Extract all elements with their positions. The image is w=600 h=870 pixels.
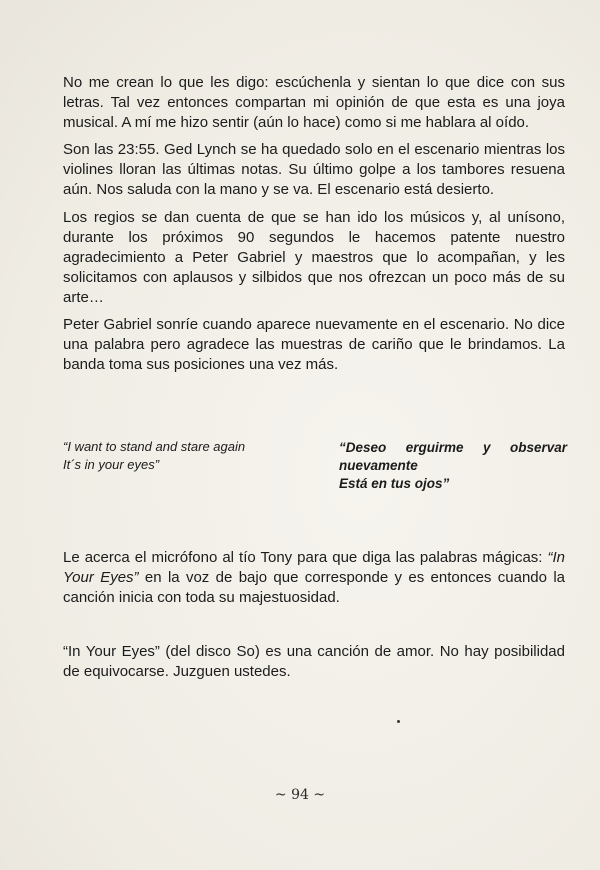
lyric-quote-spanish bbox=[339, 439, 567, 493]
paragraph-microphone-text-start: Le acerca el micrófono al tío Tony para que diga las palabras mágicas: bbox=[63, 549, 548, 566]
paragraph-ged-lynch: Son las 23:55. Ged Lynch se ha quedado solo en el escenario mientras los violines lloran las últimas notas. Su último golpe a los tambores resuena aún. Nos saluda con la mano y se va. El escenario está desierto. bbox=[63, 141, 565, 198]
lyric-quote-english bbox=[63, 438, 303, 474]
paragraph-microphone bbox=[63, 548, 565, 608]
paragraph-applause: Los regios se dan cuenta de que se han ido los músicos y, al unísono, durante los próximos 90 segundos le hacemos patente nuestro agradecimiento a Peter Gabriel y maestros que lo acompañan, y les solicitamos con aplausos y silbidos que nos ofrezcan un poco más de su arte… bbox=[63, 209, 565, 306]
paragraph-microphone-text-end: en la voz de bajo que corresponde y es entonces cuando la canción inicia con toda su majestuosidad. bbox=[63, 569, 566, 606]
lyric-quote-spanish-line-1: “Deseo erguirme y observar bbox=[339, 440, 567, 455]
lyric-quote-spanish-line-3: Está en tus ojos” bbox=[339, 476, 450, 491]
song-title-in-your-eyes: “In Your Eyes” bbox=[63, 549, 565, 586]
ink-speck bbox=[397, 720, 400, 723]
lyric-quote-english-line-1: “I want to stand and stare again bbox=[63, 439, 246, 454]
page-number: ~ 94 ~ bbox=[274, 787, 326, 803]
lyric-quote-english-line-2: It´s in your eyes” bbox=[63, 457, 160, 472]
paragraph-listen: No me crean lo que les digo: escúchenla y sientan lo que dice con sus letras. Tal vez entonces compartan mi opinión de que esta es una joya musical. A mí me hizo sentir (aún lo hace) como si me hablara al oído. bbox=[63, 74, 565, 131]
lyric-quote-spanish-line-2: nuevamente bbox=[339, 458, 418, 473]
paragraph-peter-gabriel-returns: Peter Gabriel sonríe cuando aparece nuevamente en el escenario. No dice una palabra pero agradece las muestras de cariño que le brindamos. La banda toma sus posiciones una vez más. bbox=[63, 316, 565, 373]
paragraph-love-song: “In Your Eyes” (del disco So) es una canción de amor. No hay posibilidad de equivocarse. Juzguen ustedes. bbox=[63, 643, 565, 680]
